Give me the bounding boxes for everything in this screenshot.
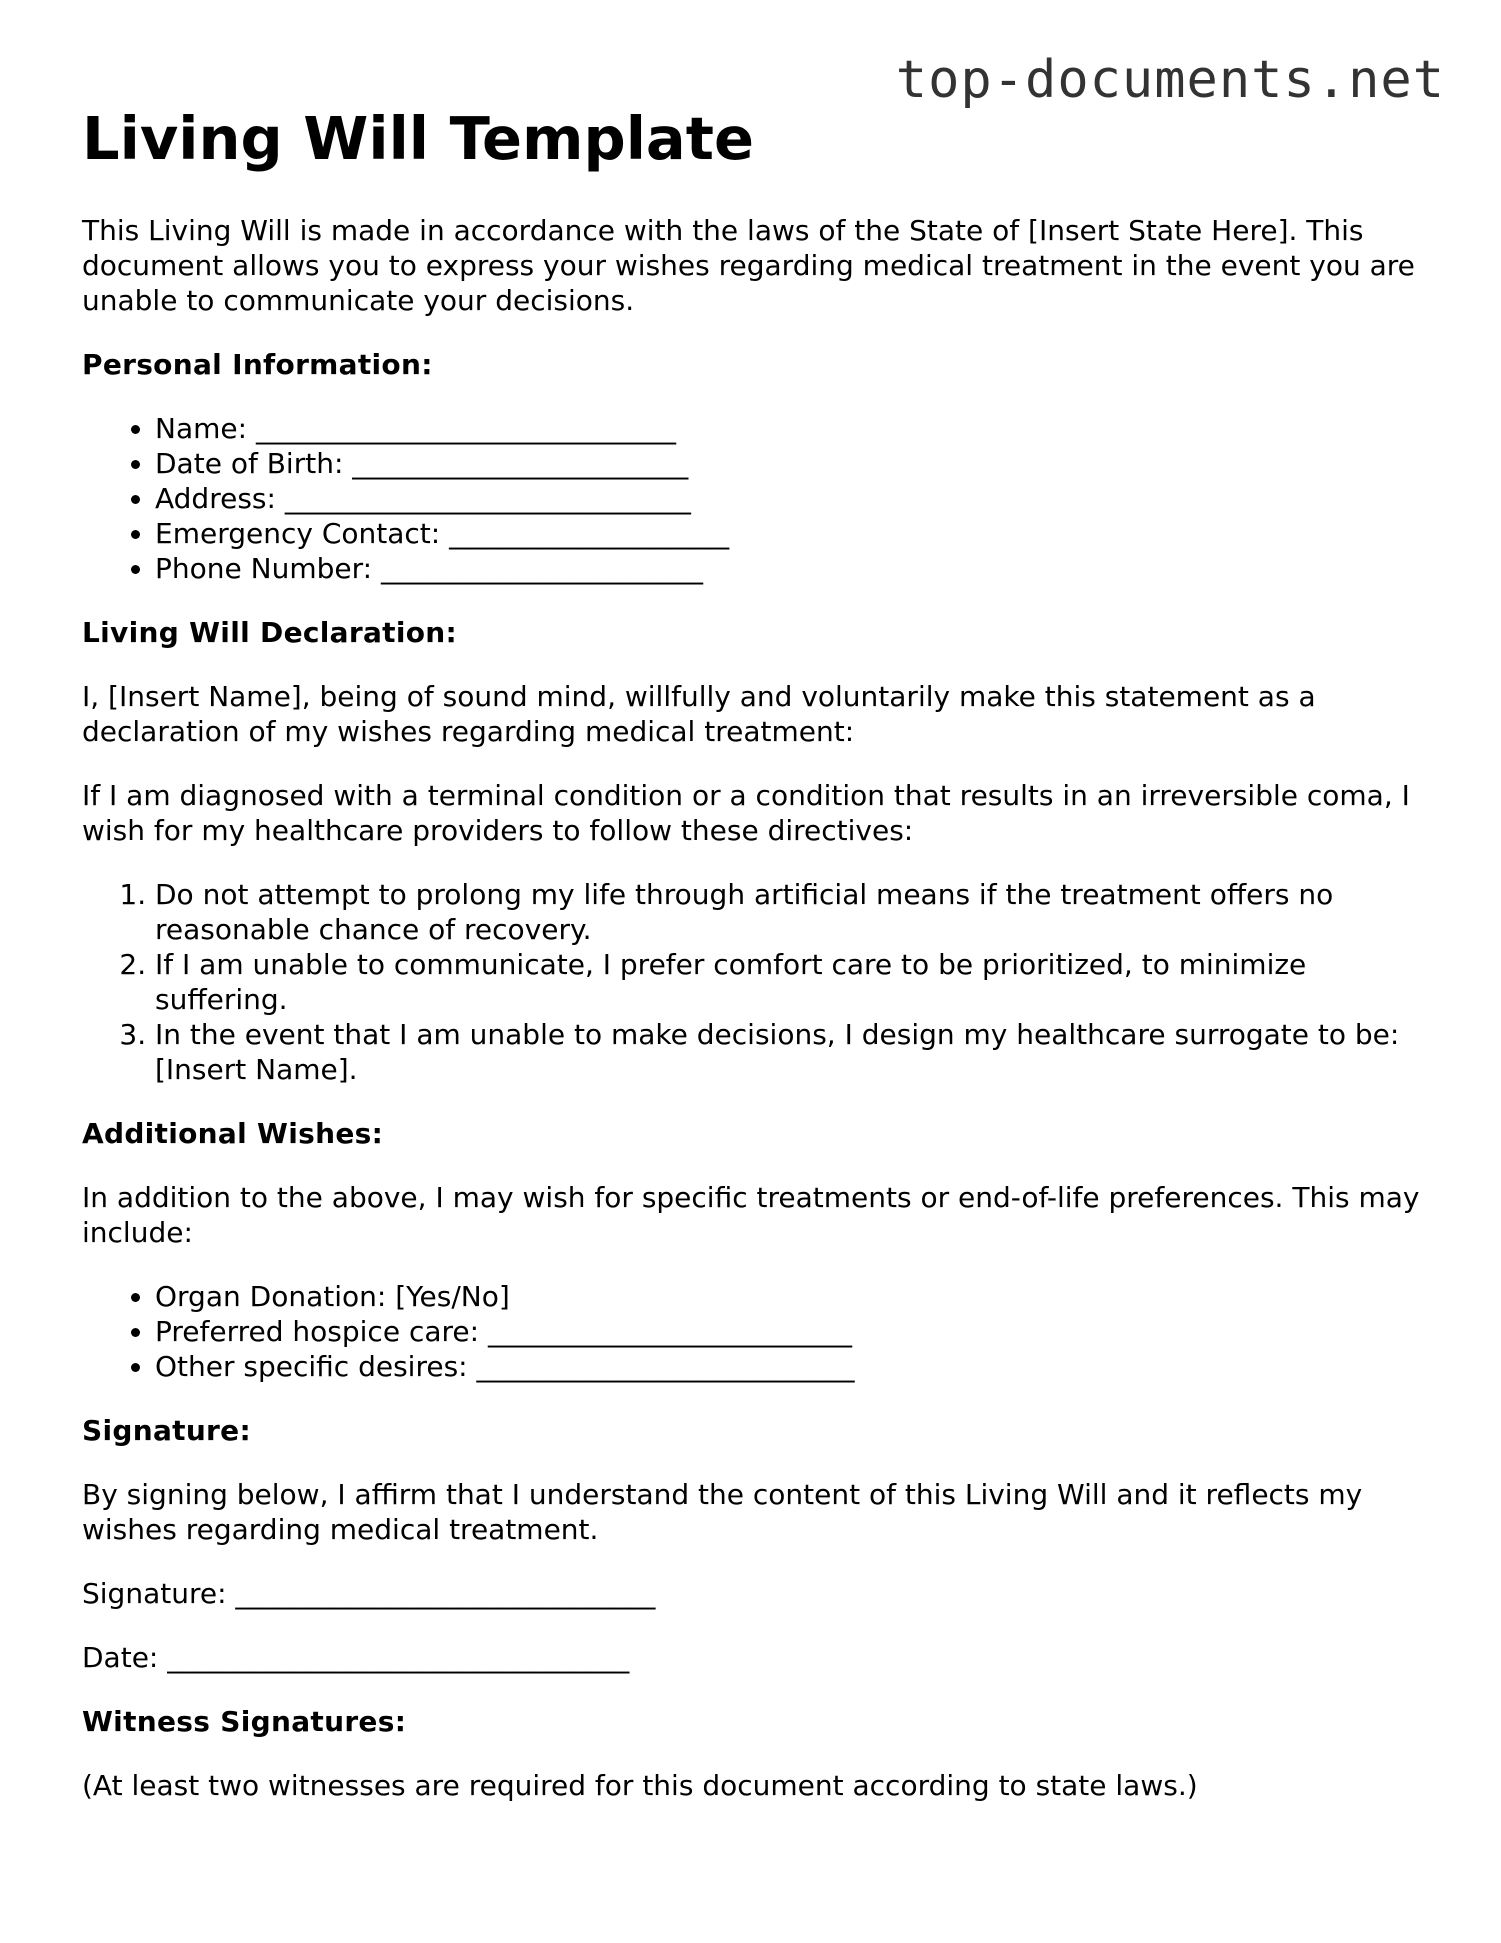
watermark: top-documents.net <box>895 50 1445 110</box>
directive-item: 3. In the event that I am unable to make decisions, I design my healthcare surrogate to be: [Insert Name]. <box>155 1017 1422 1087</box>
hospice-care-field: • Preferred hospice care: __________________________ <box>155 1314 1422 1349</box>
specific-desires-field: • Other specific desires: ___________________________ <box>155 1349 1422 1384</box>
personal-info-emergency-contact-field: • Emergency Contact: ____________________ <box>155 516 1422 551</box>
personal-info-list <box>82 411 1422 586</box>
date-line: Date: _________________________________ <box>82 1641 630 1674</box>
additional-wishes-list <box>82 1279 1422 1384</box>
witness-heading: Witness Signatures: <box>82 1705 407 1738</box>
personal-info-heading: Personal Information: <box>82 348 433 381</box>
directives-list <box>82 877 1422 1087</box>
document-page <box>82 0 1422 1803</box>
signature-text: By signing below, I affirm that I understand the content of this Living Will and it reflects my wishes regarding medical treatment. <box>82 1478 1363 1546</box>
declaration-statement: I, [Insert Name], being of sound mind, willfully and voluntarily make this statement as a declaration of my wishes regarding medical treatment: <box>82 680 1316 748</box>
personal-info-name-field: • Name: ______________________________ <box>155 411 1422 446</box>
page-title: Living Will Template <box>82 104 754 173</box>
witness-text: (At least two witnesses are required for this document according to state laws.) <box>82 1769 1198 1802</box>
additional-wishes-heading: Additional Wishes: <box>82 1117 384 1150</box>
intro-paragraph: This Living Will is made in accordance with the laws of the State of [Insert State Here]. This document allows you to express your wishes regarding medical treatment in the event you are unable to communicate your decisions. <box>82 214 1415 317</box>
personal-info-address-field: • Address: _____________________________ <box>155 481 1422 516</box>
personal-info-dob-field: • Date of Birth: ________________________ <box>155 446 1422 481</box>
personal-info-phone-field: • Phone Number: _______________________ <box>155 551 1422 586</box>
signature-heading: Signature: <box>82 1414 251 1447</box>
declaration-heading: Living Will Declaration: <box>82 616 458 649</box>
directive-item: 2. If I am unable to communicate, I prefer comfort care to be prioritized, to minimize suffering. <box>155 947 1422 1017</box>
signature-line: Signature: ______________________________ <box>82 1577 656 1610</box>
directive-item: 1. Do not attempt to prolong my life through artificial means if the treatment offers no reasonable chance of recovery. <box>155 877 1422 947</box>
organ-donation-item: • Organ Donation: [Yes/No] <box>155 1279 1422 1314</box>
additional-wishes-text: In addition to the above, I may wish for specific treatments or end-of-life preferences. This may include: <box>82 1181 1420 1249</box>
declaration-condition: If I am diagnosed with a terminal condition or a condition that results in an irreversible coma, I wish for my healthcare providers to follow these directives: <box>82 779 1410 847</box>
